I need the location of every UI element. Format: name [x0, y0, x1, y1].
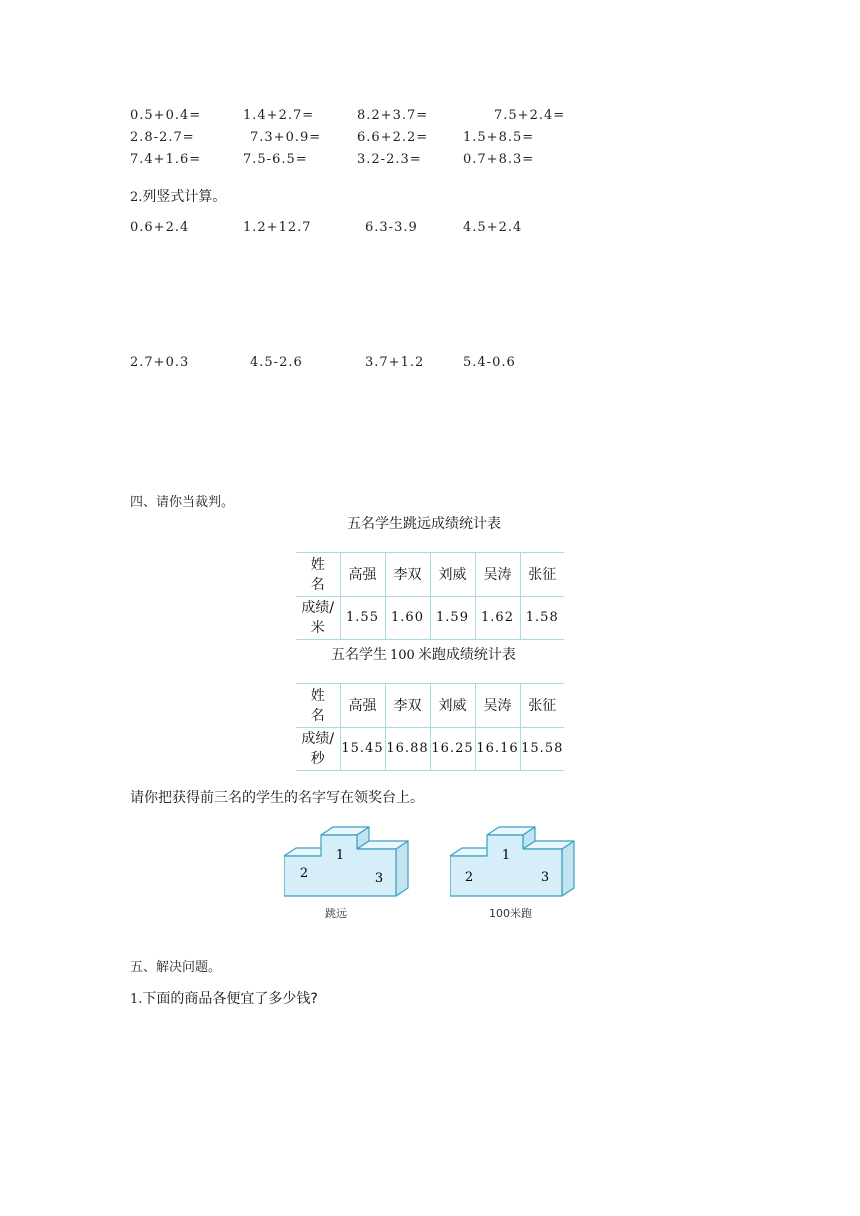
podium-first-label: 1	[335, 848, 345, 863]
name-cell: 吴涛	[475, 684, 520, 728]
podium-first-label: 1	[501, 848, 511, 863]
expression: 8.2+3.7=	[357, 108, 429, 123]
name-cell: 张征	[520, 553, 564, 597]
podium-long-jump	[284, 825, 412, 900]
question-text: 下面的商品各便宜了多少钱?	[142, 991, 318, 1007]
sprint-table	[296, 683, 564, 771]
expression: 7.5+2.4=	[494, 108, 566, 123]
podium-caption: 100米跑	[489, 907, 532, 920]
table-title: 五名学生跳远成绩统计表	[347, 516, 501, 532]
podium-shape	[450, 827, 574, 896]
table-row	[296, 597, 564, 640]
row-header: 姓 名	[296, 684, 340, 728]
vertical-calc-heading	[130, 186, 226, 206]
name-cell: 高强	[340, 684, 385, 728]
name-cell: 李双	[385, 684, 430, 728]
podium-third-label: 3	[374, 871, 384, 886]
table-title: 五名学生 100 米跑成绩统计表	[331, 647, 516, 663]
score-cell: 16.25	[430, 728, 475, 771]
expression: 0.5+0.4=	[130, 108, 202, 123]
section-heading: 五、解决问题。	[130, 960, 222, 975]
expression: 4.5+2.4	[463, 220, 523, 235]
podium-caption: 跳远	[325, 907, 347, 920]
long-jump-table	[296, 552, 564, 640]
table-row	[296, 553, 564, 597]
expression: 3.2-2.3=	[357, 152, 422, 167]
expression: 2.7+0.3	[130, 355, 190, 370]
expression: 7.4+1.6=	[130, 152, 202, 167]
expression: 1.4+2.7=	[243, 108, 315, 123]
heading-text: 列竖式计算。	[142, 189, 227, 205]
expression: 4.5-2.6	[250, 355, 303, 370]
expression: 6.3-3.9	[365, 220, 418, 235]
section-heading: 四、请你当裁判。	[130, 495, 235, 510]
row-header: 姓 名	[296, 553, 340, 597]
score-cell: 1.55	[340, 597, 385, 640]
expression: 6.6+2.2=	[357, 130, 429, 145]
row-header: 成绩/ 米	[296, 597, 340, 640]
instruction-text: 请你把获得前三名的学生的名字写在领奖台上。	[130, 790, 424, 806]
score-cell: 15.58	[520, 728, 564, 771]
expression: 0.6+2.4	[130, 220, 190, 235]
score-cell: 16.88	[385, 728, 430, 771]
podium-shape	[284, 827, 408, 896]
score-cell: 16.16	[475, 728, 520, 771]
expression: 1.2+12.7	[243, 220, 312, 235]
score-cell: 1.58	[520, 597, 564, 640]
expression: 3.7+1.2	[365, 355, 425, 370]
podium-third-label: 3	[540, 870, 550, 885]
name-cell: 刘威	[430, 553, 475, 597]
score-cell: 15.45	[340, 728, 385, 771]
table-row	[296, 728, 564, 771]
score-cell: 1.59	[430, 597, 475, 640]
name-cell: 刘威	[430, 684, 475, 728]
podium-second-label: 2	[464, 870, 474, 885]
name-cell: 李双	[385, 553, 430, 597]
name-cell: 吴涛	[475, 553, 520, 597]
row-header: 成绩/ 秒	[296, 728, 340, 771]
expression: 2.8-2.7=	[130, 130, 195, 145]
score-cell: 1.60	[385, 597, 430, 640]
expression: 5.4-0.6	[463, 355, 516, 370]
expression: 1.5+8.5=	[463, 130, 535, 145]
question-number: 1.	[130, 992, 143, 1007]
podium-second-label: 2	[299, 866, 309, 881]
name-cell: 张征	[520, 684, 564, 728]
name-cell: 高强	[340, 553, 385, 597]
podium-sprint	[450, 825, 578, 900]
expression: 0.7+8.3=	[463, 152, 535, 167]
table-row	[296, 684, 564, 728]
heading-number: 2.	[130, 190, 143, 205]
question-1	[130, 988, 318, 1008]
expression: 7.5-6.5=	[243, 152, 308, 167]
score-cell: 1.62	[475, 597, 520, 640]
expression: 7.3+0.9=	[250, 130, 322, 145]
